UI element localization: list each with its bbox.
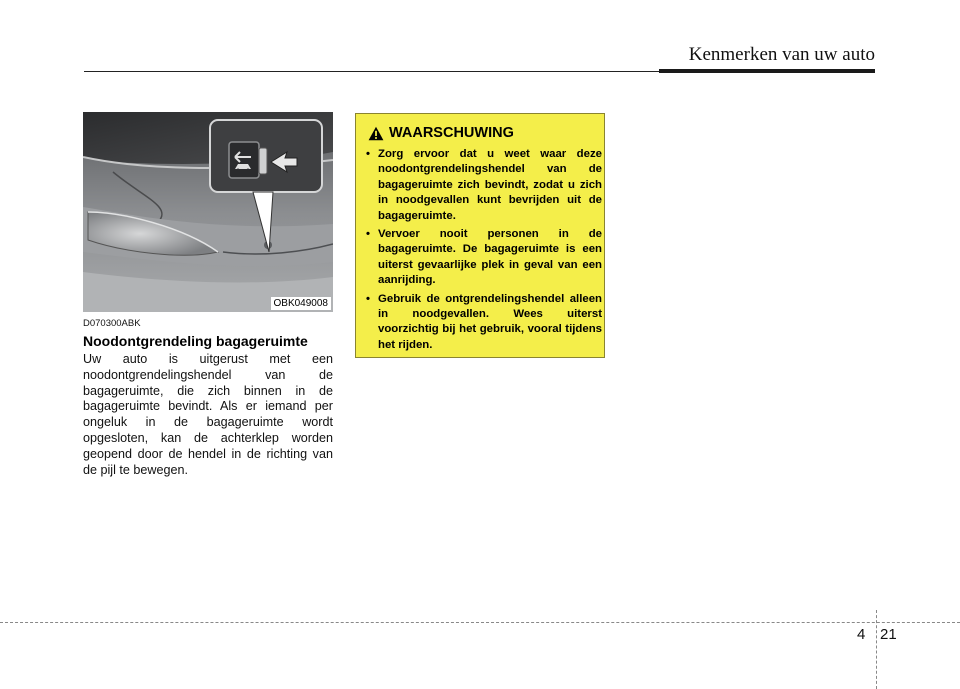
warning-item-text: Gebruik de ontgrendelingshendel alleen in noodgevallen. Wees uiterst voorzichtig bij het gebruik, vooral tijdens het rijden.: [378, 292, 602, 351]
footer-rule: [0, 622, 960, 623]
warning-item-text: Vervoer nooit personen in de bagageruimte. De bagageruimte is een uiterst gevaarlijke plek in geval van een aanrijding.: [378, 228, 602, 287]
bullet: •: [366, 292, 370, 305]
figure-code: OBK049008: [271, 297, 332, 310]
section-heading: Noodontgrendeling bagageruimte: [83, 333, 308, 349]
footer-divider: [876, 610, 877, 689]
page-number: 21: [880, 626, 897, 643]
warning-item-text: Zorg ervoor dat u weet waar deze noodontgrendelingshendel van de bagageruimte zich bevindt, zodat u zich in noodgevallen kunt bevrijden uit de bagageruimte.: [378, 148, 602, 222]
car-rear-illustration: [83, 112, 333, 312]
warning-list: [366, 147, 602, 356]
warning-triangle-icon: [368, 126, 384, 141]
warning-item: [366, 147, 602, 224]
warning-box: [355, 113, 605, 358]
warning-item: [366, 292, 602, 354]
warning-item: [366, 227, 602, 289]
chapter-title: Kenmerken van uw auto: [688, 44, 875, 65]
warning-header: [368, 125, 514, 141]
trunk-release-illustration: [83, 112, 333, 312]
chapter-number: 4: [857, 626, 866, 643]
section-body: Uw auto is uitgerust met een noodontgrendelingshendel van de bagageruimte, die zich binnen in de bagageruimte bevindt. Als er iemand per ongeluk in de bagageruimte wordt opgesloten, kan de achterklep worden geopend door de hendel in de richting van de pijl te bewegen.: [83, 352, 333, 477]
warning-title: WAARSCHUWING: [389, 125, 514, 141]
header-rule-accent: [659, 69, 875, 73]
bullet: •: [366, 148, 370, 160]
section-code: D070300ABK: [83, 318, 141, 329]
bullet: •: [366, 228, 370, 241]
